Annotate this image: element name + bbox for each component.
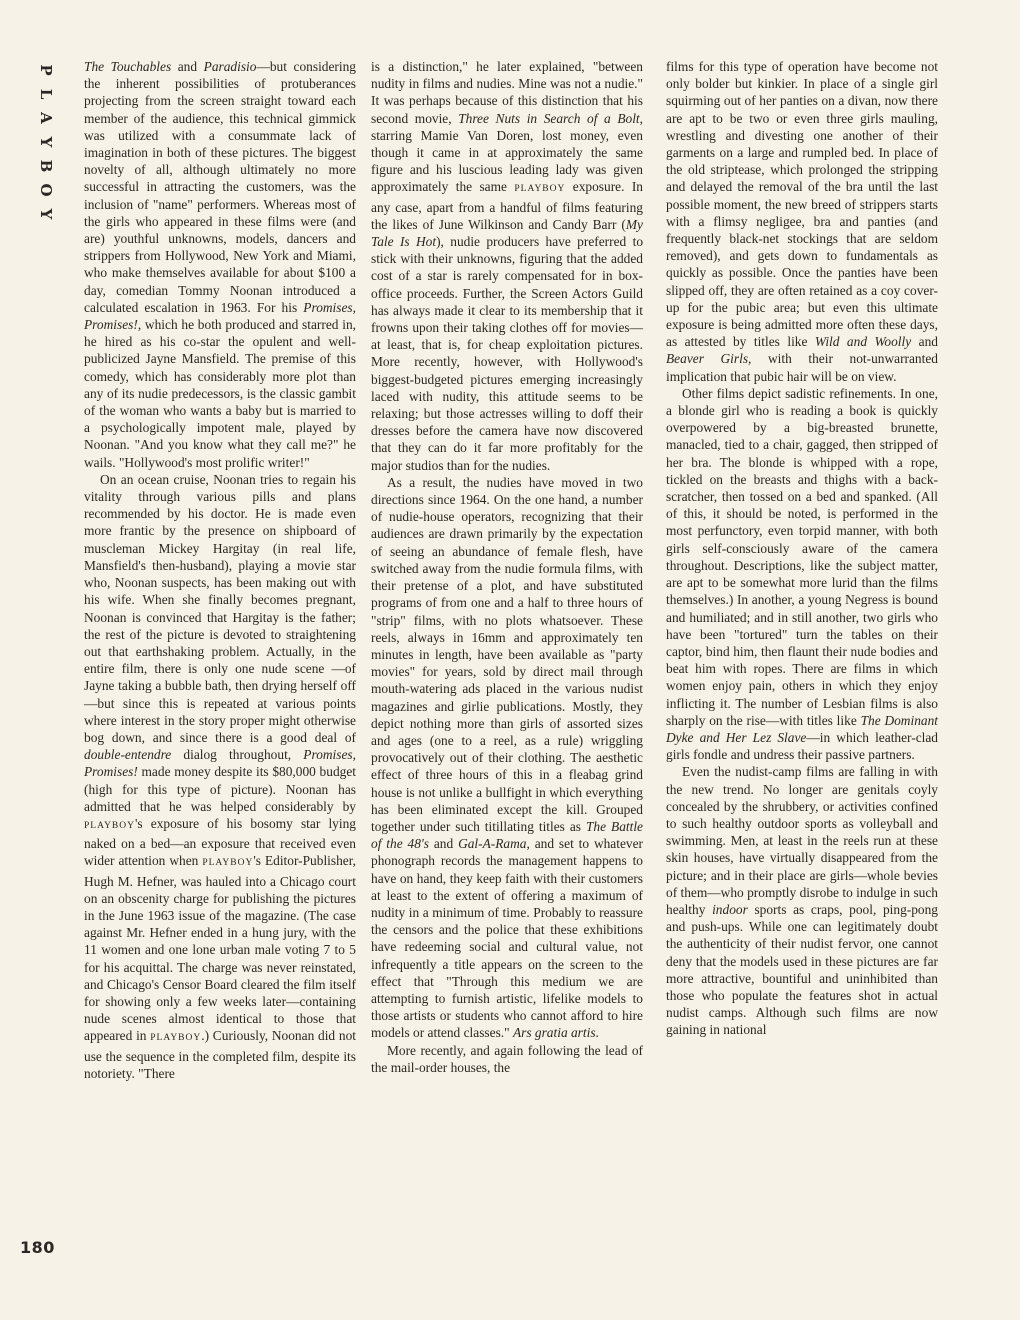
body-text-run: made money despite its $80,000 budget (high for this type of picture). Noonan has admitted that he was helped considerably by <box>84 764 356 814</box>
body-paragraph <box>371 58 643 474</box>
body-paragraph <box>371 474 643 1042</box>
italic-title: Beaver Girls <box>666 351 749 367</box>
italic-title: The Battle of the 48's <box>371 818 643 852</box>
italic-title: Promises, Promises! <box>84 747 356 780</box>
italic-title: Three Nuts in Search of a Bolt <box>458 110 640 126</box>
body-text-run: —but considering the inherent possibilities of protuberances projecting from the screen straight toward each member of the audience, this technical gimmick was utilized with a consummate lack of imagination in both of these pictures. The biggest novelty of all, although ultimately no more successful in attracting the customers, was the inclusion of "name" performers. Whereas most of the girls who appeared in these films were (and are) youthful unknowns, models, dancers and strippers from Hollywood, New York and Miami, who make themselves available for about $100 a day, comedian Tommy Noonan introduced a calculated escalation in 1963. For his <box>84 59 357 315</box>
italic-title: The Dominant Dyke and Her Lez Slave <box>666 712 939 745</box>
small-caps-text: PLAYBOY <box>202 858 254 869</box>
body-text-run: and <box>911 334 938 350</box>
small-caps-text: PLAYBOY <box>84 820 135 831</box>
italic-title: Wild and Woolly <box>814 334 912 350</box>
italic-title: Paradisio <box>203 59 257 74</box>
italic-title: Gal-A-Rama <box>458 836 527 852</box>
body-text-run: films for this type of operation have become not only bolder but kinkier. In place of a single girl squirming out of her panties on a divan, now there are apt to be two or even three girls mauling, wrestling and divesting one another of their garments on a large and rumpled bed. In place of the old striptease, which prolonged the stripping and delayed the removal of the bra until the last possible moment, the new breed of strippers starts with a flimsy negligee, bra and panties (and frequently black-net stockings that are seldom removed), and gets down to fundamentals as quickly as possible. Once the panties have been slipped off, they are often retained as a coy cover-up for the pubic area; but even this ultimate exposure is being admitted more often these days, as attested by titles like <box>666 59 938 350</box>
masthead-letter: Y <box>37 136 55 148</box>
body-text-run: —in which leather-clad girls fondle and undress their passive partners. <box>666 729 938 763</box>
body-text-run: sports as craps, pool, ping-pong and push-ups. While one can legitimately doubt the authenticity of their nudist fervor, one cannot deny that the models used in these pictures are far more attractive, bountiful and uninhibited than those who populate the features shot in actual nudist camps. Although such films are now gaining in national <box>666 901 939 1038</box>
small-caps-text: PLAYBOY <box>150 1033 202 1044</box>
body-text-run: , with their not-unwarranted implication that pubic hair will be on view. <box>666 351 938 384</box>
text-column-2 <box>371 58 643 1076</box>
body-text-run: dialog throughout, <box>171 747 304 763</box>
body-paragraph <box>666 385 938 763</box>
body-text-run: , which he both produced and starred in, he hired as his co-star the opulent and well-publicized Jayne Mansfield. The premise of this comedy, which has considerably more plot than any of its nudie predecessors, is the classic gambit of the woman who wants a baby but is married to a psychologically impotent male, played by Noonan. "And you know what they call me?" he wails. "Hollywood's most prolific writer!" <box>84 317 356 470</box>
text-column-3 <box>666 58 938 1039</box>
masthead-letter: Y <box>37 208 55 220</box>
body-text-run: More recently, and again following the lead of the mail-order houses, the <box>371 1042 643 1075</box>
masthead-letter: A <box>37 112 55 124</box>
body-paragraph <box>84 58 356 471</box>
body-text-run: and <box>171 59 204 74</box>
body-text-run: is a distinction," he later explained, "between nudity in films and nudies. Mine was not a nudie." It was perhaps because of this distinction that his second movie, <box>371 59 643 126</box>
body-paragraph <box>371 1042 643 1076</box>
text-column-1 <box>84 58 356 1082</box>
body-text-run: Other films depict sadistic refinements. In one, a blonde girl who is reading a book is quickly overpowered by a big-breasted brunette, manacled, tied to a chair, gagged, then stripped of her bra. The blonde is whipped with a rope, tickled on the breasts and thighs with a back-scratcher, then tossed on a bed and spanked. (All of this, it should be noted, is performed in the most perfunctory, even torpid manner, with both girls self-consciously aware of the camera throughout. Descriptions, like the subject matter, are apt to be somewhat more lurid than the films themselves.) In another, a young Negress is bound and humiliated; and in still another, two girls who have been "tortured" turn the tables on their captor, bind him, then flaunt their nude bodies and beat him with ropes. There are films in which women enjoy pain, others in which they enjoy inflicting it. The number of Lesbian films is also sharply on the rise—with titles like <box>666 385 938 728</box>
italic-title: My Tale Is Hot <box>371 216 643 250</box>
body-text-run: As a result, the nudies have moved in two directions since 1964. On the one hand, a number of nudie-house operators, recognizing that their audiences are drawn primarily by the expectation of seeing an abundance of female flesh, have switched away from the nudie formula films, with their pretense of a plot, and have substituted programs of from one and a half to three hours of "strip" films, with no plots whatsoever. These reels, always in 16mm and approximately ten minutes in length, have been available as "party movies" for years, sold by direct mail through mouth-watering ads placed in the various nudist magazines and girlie publications. Mostly, they depict nothing more than girls of assorted sizes and ages (one to a reel, as a rule) wriggling provocatively out of their clothing. The aesthetic effect of three hours of this in a fleabag grind house is not unlike a bullfight in which everything has been eliminated except the kill. Grouped together under such titillating titles as <box>371 474 643 834</box>
body-text-run: 's exposure of his bosomy star lying naked on a bed—an exposure that received even wider attention when <box>84 815 356 869</box>
body-text-run: , and set to whatever phonograph records the management happens to have on hand, they keep faith with their customers at least to the extent of offering a maximum of nudity in a minimum of time. Probably to reassure the censors and the police that these exhibitions have redeeming social and cultural value, not infrequently a title appears on the screen to the effect that "Through this medium we are attempting to furnish artistic, lifelike models to those artists or students who cannot afford to hire models or attend classes." <box>371 836 644 1041</box>
masthead-vertical <box>36 58 56 226</box>
italic-title: The Touchables <box>84 59 172 74</box>
page-number: 180 <box>20 1238 55 1257</box>
body-text-run: . <box>595 1025 599 1041</box>
italic-title: double-entendre <box>84 747 172 763</box>
body-text-run: 's Editor-Publisher, Hugh M. Hefner, was hauled into a Chicago court on an obscenity charge for publishing the pictures in the June 1963 issue of the magazine. (The case against Mr. Hefner ended in a hung jury, with the 11 women and one lone urban male voting 7 to 5 for his acquittal. The charge was never reinstated, and Chicago's Censor Board cleared the film itself for showing only a few weeks later—containing nude scenes almost identical to those that appeared in <box>84 853 357 1044</box>
body-text-run: ), nudie producers have preferred to stick with their unknowns, figuring that the added cost of a star is rarely compensated for in box-office proceeds. Further, the Screen Actors Guild has always made it clear to its membership that it frowns upon their taking clothes off for movies—at least, that is, for cheap exploitation pictures. More recently, however, with Hollywood's biggest-budgeted pictures emerging increasingly laced with nudity, this attitude seems to be relaxing; but those actresses willing to doff their dresses before the camera have now discovered that they can do it far more profitably for the major studios than for the nudies. <box>371 234 644 473</box>
italic-title: indoor <box>712 901 748 917</box>
body-paragraph <box>666 763 938 1038</box>
body-text-run: On an ocean cruise, Noonan tries to regain his vitality through various pills and plans recommended by his doctor. He is made even more frantic by the presence on shipboard of muscleman Mickey Hargitay (in real life, Mansfield's then-husband), playing a movie star who, Noonan suspects, has been making out with his wife. When she finally becomes pregnant, Noonan is convinced that Hargitay is the father; the rest of the picture is devoted to straightening out that earthshaking problem. Actually, in the entire film, there is only one nude scene —of Jayne taking a bubble bath, then drying herself off—but since this is repeated at various points where interest in the story proper might otherwise bog down, and since there is a good deal of <box>84 471 356 745</box>
masthead-letter: B <box>37 159 55 173</box>
masthead-letter: O <box>37 183 55 197</box>
italic-title: Ars gratia artis <box>512 1025 596 1041</box>
body-text-run: , starring Mamie Van Doren, lost money, even though it came in at approximately the same figure and his luscious leading lady was given approximately the same <box>371 110 643 195</box>
body-paragraph <box>84 471 356 1082</box>
italic-title: Promises, Promises! <box>84 299 356 333</box>
body-text-run: exposure. In any case, apart from a handful of films featuring the likes of June Wilkinson and Candy Barr ( <box>371 179 643 232</box>
masthead-letter: P <box>37 64 55 76</box>
small-caps-text: PLAYBOY <box>514 184 566 195</box>
masthead-letter: L <box>37 88 55 100</box>
body-text-run: .) Curiously, Noonan did not use the sequence in the completed film, despite its notoriety. "There <box>84 1028 356 1081</box>
body-paragraph <box>666 58 938 385</box>
body-text-run: Even the nudist-camp films are falling in with the new trend. No longer are genitals coyly concealed by the shrubbery, or activities confined to such healthy outdoor sports as volleyball and swimming. Men, at least in the reels run at these skin houses, have virtually disappeared from the picture; and in their place are girls—whole bevies of them—who promptly disrobe to indulge in such healthy <box>666 764 938 917</box>
body-text-run: and <box>428 836 459 852</box>
